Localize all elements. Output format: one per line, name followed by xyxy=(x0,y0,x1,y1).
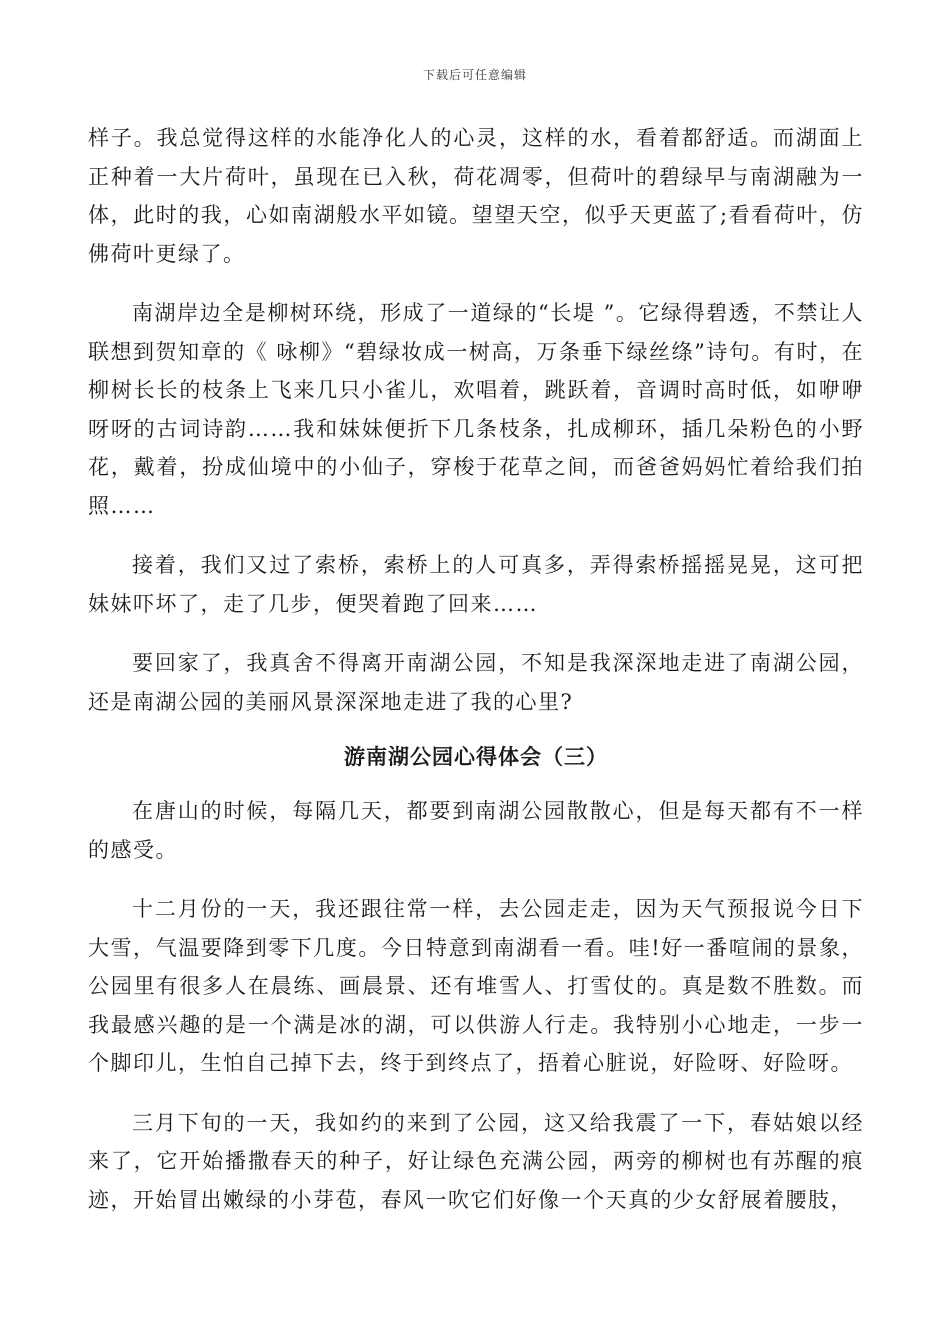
paragraph: 南湖岸边全是柳树环绕，形成了一道绿的“长堤 ”。它绿得碧透，不禁让人联想到贺知章的《 咏柳》“碧绿妆成一树高，万条垂下绿丝绦”诗句。有时，在柳树长长的枝条上飞来几只小雀儿，欢唱着，跳跃着，音调时高时低，如咿咿呀呀的古词诗韵……我和妹妹便折下几条枝条，扎成柳环，插几朵粉色的小野花，戴着，扮成仙境中的小仙子，穿梭于花草之间，而爸爸妈妈忙着给我们拍照…… xyxy=(88,301,864,518)
section-title: 游南湖公园心得体会（三） xyxy=(344,745,608,769)
paragraph: 要回家了，我真舍不得离开南湖公园，不知是我深深地走进了南湖公园，还是南湖公园的美丽风景深深地走进了我的心里? xyxy=(88,651,864,714)
page-header: 下载后可任意编辑 xyxy=(422,68,527,82)
paragraph: 接着，我们又过了索桥，索桥上的人可真多，弄得索桥摇摇晃晃，这可把妹妹吓坏了，走了几步，便哭着跑了回来…… xyxy=(88,553,864,616)
paragraph: 十二月份的一天，我还跟往常一样，去公园走走，因为天气预报说今日下大雪，气温要降到零下几度。今日特意到南湖看一看。哇!好一番喧闹的景象，公园里有很多人在晨练、画晨景、还有堆雪人、打雪仗的。真是数不胜数。而我最感兴趣的是一个满是冰的湖，可以供游人行走。我特别小心地走，一步一个脚印儿，生怕自己掉下去，终于到终点了，捂着心脏说，好险呀、好险呀。 xyxy=(88,897,864,1075)
paragraph: 在唐山的时候，每隔几天，都要到南湖公园散散心，但是每天都有不一样的感受。 xyxy=(88,799,864,862)
paragraph: 三月下旬的一天，我如约的来到了公园，这又给我震了一下，春姑娘以经来了，它开始播撒春天的种子，好让绿色充满公园，两旁的柳树也有苏醒的痕迹，开始冒出嫩绿的小芽苞，春风一吹它们好像一个天真的少女舒展着腰肢， xyxy=(88,1110,864,1212)
document-body xyxy=(88,119,864,1240)
paragraph: 样子。我总觉得这样的水能净化人的心灵，这样的水，看着都舒适。而湖面上正种着一大片荷叶，虽现在已入秋，荷花凋零，但荷叶的碧绿早与南湖融为一体，此时的我，心如南湖般水平如镜。望望天空，似乎天更蓝了;看看荷叶，仿佛荷叶更绿了。 xyxy=(88,126,864,266)
